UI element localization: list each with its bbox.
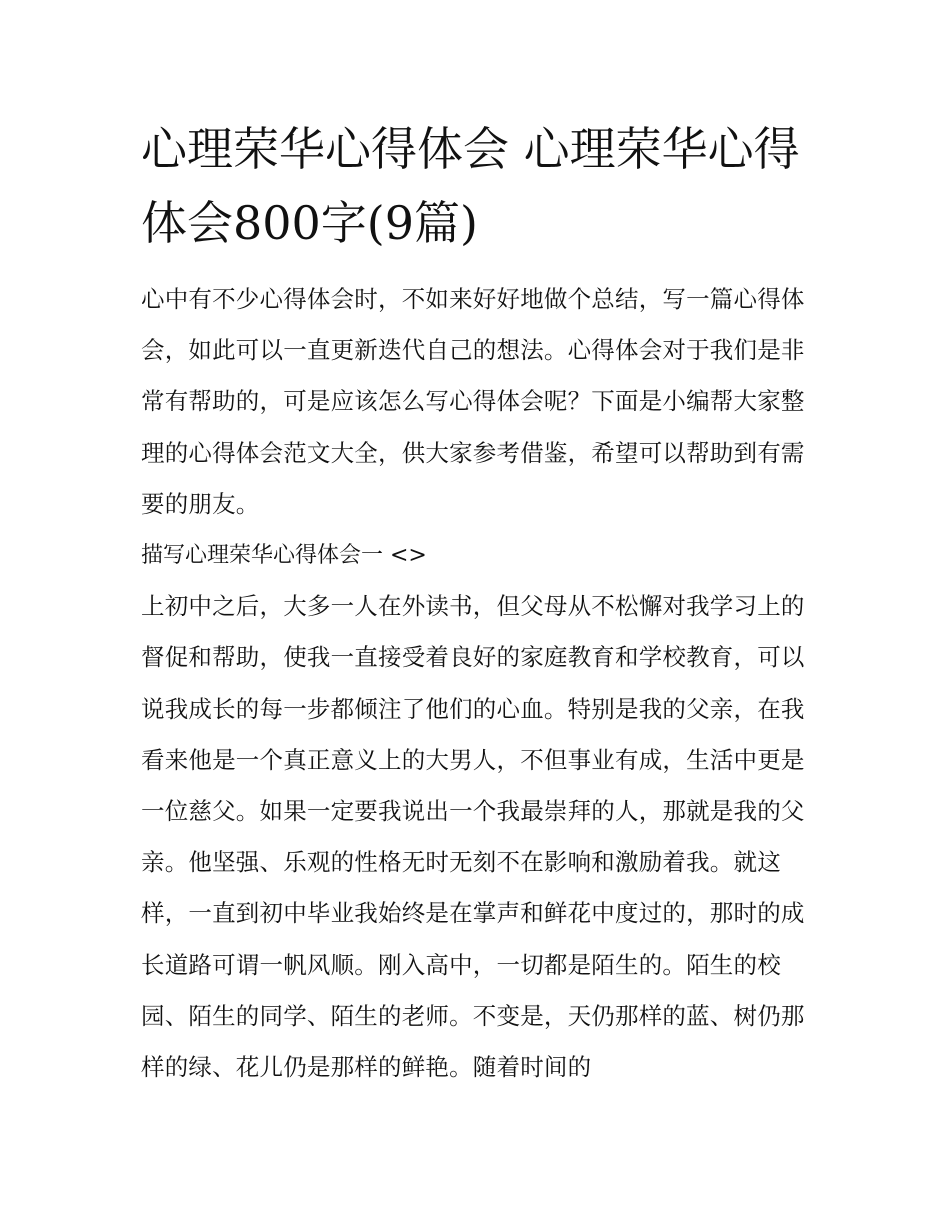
intro-paragraph: 心中有不少心得体会时，不如来好好地做个总结，写一篇心得体会，如此可以一直更新迭代自己的想法。心得体会对于我们是非常有帮助的，可是应该怎么写心得体会呢？下面是小编帮大家整理的心得体会范文大全，供大家参考借鉴，希望可以帮助到有需要的朋友。 [141,285,805,518]
document-content [141,112,813,1093]
section-heading: 描写心理荣华心得体会一 <> [141,543,427,569]
document-title: 心理荣华心得体会 心理荣华心得体会800字(9篇) [141,122,800,250]
body-paragraph: 上初中之后，大多一人在外读书，但父母从不松懈对我学习上的督促和帮助，使我一直接受着良好的家庭教育和学校教育，可以说我成长的每一步都倾注了他们的心血。特别是我的父亲，在我看来他是一个真正意义上的大男人，不但事业有成，生活中更是一位慈父。如果一定要我说出一个我最崇拜的人，那就是我的父亲。他坚强、乐观的性格无时无刻不在影响和激励着我。就这样，一直到初中毕业我始终是在掌声和鲜花中度过的，那时的成长道路可谓一帆风顺。刚入高中，一切都是陌生的。陌生的校园、陌生的同学、陌生的老师。不变是，天仍那样的蓝、树仍那样的绿、花儿仍是那样的鲜艳。随着时间的 [141,592,805,1082]
